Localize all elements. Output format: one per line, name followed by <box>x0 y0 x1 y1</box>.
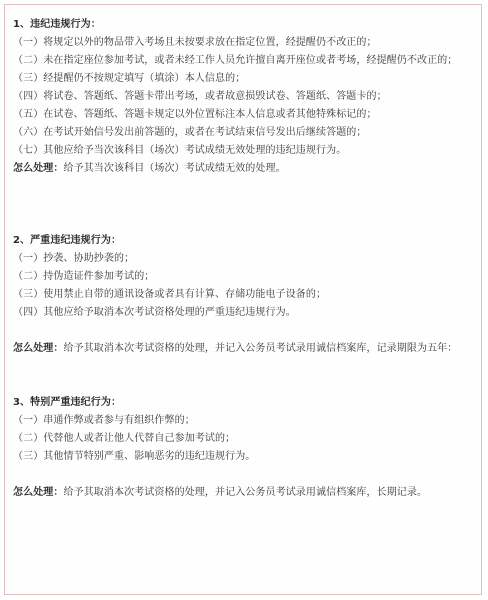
document-content <box>13 16 477 502</box>
spacer <box>13 322 477 340</box>
section-1-item-6: （六）在考试开始信号发出前答题的，或者在考试结束信号发出后继续答题的； <box>13 127 367 138</box>
spacer <box>13 376 477 394</box>
section-2-item-1: （一）抄袭、协助抄袭的； <box>13 253 135 264</box>
spacer <box>13 196 477 214</box>
spacer <box>13 358 477 376</box>
section-1-handling <box>13 160 477 178</box>
spacer <box>13 466 477 484</box>
section-1-item-1: （一）将规定以外的物品带入考场且未按要求放在指定位置，经提醒仍不改正的； <box>13 37 377 48</box>
section-2-item-4: （四）其他应给予取消本次考试资格处理的严重违纪违规行为。 <box>13 307 296 318</box>
section-1-item-4: （四）将试卷、答题纸、答题卡带出考场，或者故意损毁试卷、答题纸、答题卡的； <box>13 91 387 102</box>
section-3-item-2: （二）代替他人或者让他人代替自己参加考试的； <box>13 433 236 444</box>
section-1-item-3: （三）经提醒仍不按规定填写（填涂）本人信息的； <box>13 73 246 84</box>
spacer <box>13 214 477 232</box>
section-3-handling <box>13 484 477 502</box>
section-2-heading: 2、严重违纪违规行为： <box>13 235 122 246</box>
section-3-handling-text: 给予其取消本次考试资格的处理，并记入公务员考试录用诚信档案库，长期记录。 <box>63 487 428 498</box>
section-3-item-1: （一）串通作弊或者参与有组织作弊的； <box>13 415 195 426</box>
spacer <box>13 178 477 196</box>
section-1-handling-text: 给予其当次该科目（场次）考试成绩无效的处理。 <box>63 163 286 174</box>
section-1-heading: 1、违纪违规行为： <box>13 19 101 30</box>
section-3-heading: 3、特别严重违纪行为： <box>13 397 122 408</box>
document-frame <box>4 4 482 595</box>
section-2-handling-label: 怎么处理： <box>13 343 64 354</box>
section-1-item-5: （五）在试卷、答题纸、答题卡规定以外位置标注本人信息或者其他特殊标记的； <box>13 109 377 120</box>
section-2-handling <box>13 340 477 358</box>
section-1-item-2: （二）未在指定座位参加考试，或者未经工作人员允许擅自离开座位或者考场，经提醒仍不改正的； <box>13 55 458 66</box>
section-2-item-3: （三）使用禁止自带的通讯设备或者具有计算、存储功能电子设备的； <box>13 289 327 300</box>
section-2-item-2: （二）持伪造证件参加考试的； <box>13 271 155 282</box>
section-1-item-7: （七）其他应给予当次该科目（场次）考试成绩无效处理的违纪违规行为。 <box>13 145 347 156</box>
section-2-handling-text: 给予其取消本次考试资格的处理，并记入公务员考试录用诚信档案库，记录期限为五年： <box>63 343 458 354</box>
section-1-handling-label: 怎么处理： <box>13 163 64 174</box>
section-3-handling-label: 怎么处理： <box>13 487 64 498</box>
section-3-item-3: （三）其他情节特别严重、影响恶劣的违纪违规行为。 <box>13 451 256 462</box>
